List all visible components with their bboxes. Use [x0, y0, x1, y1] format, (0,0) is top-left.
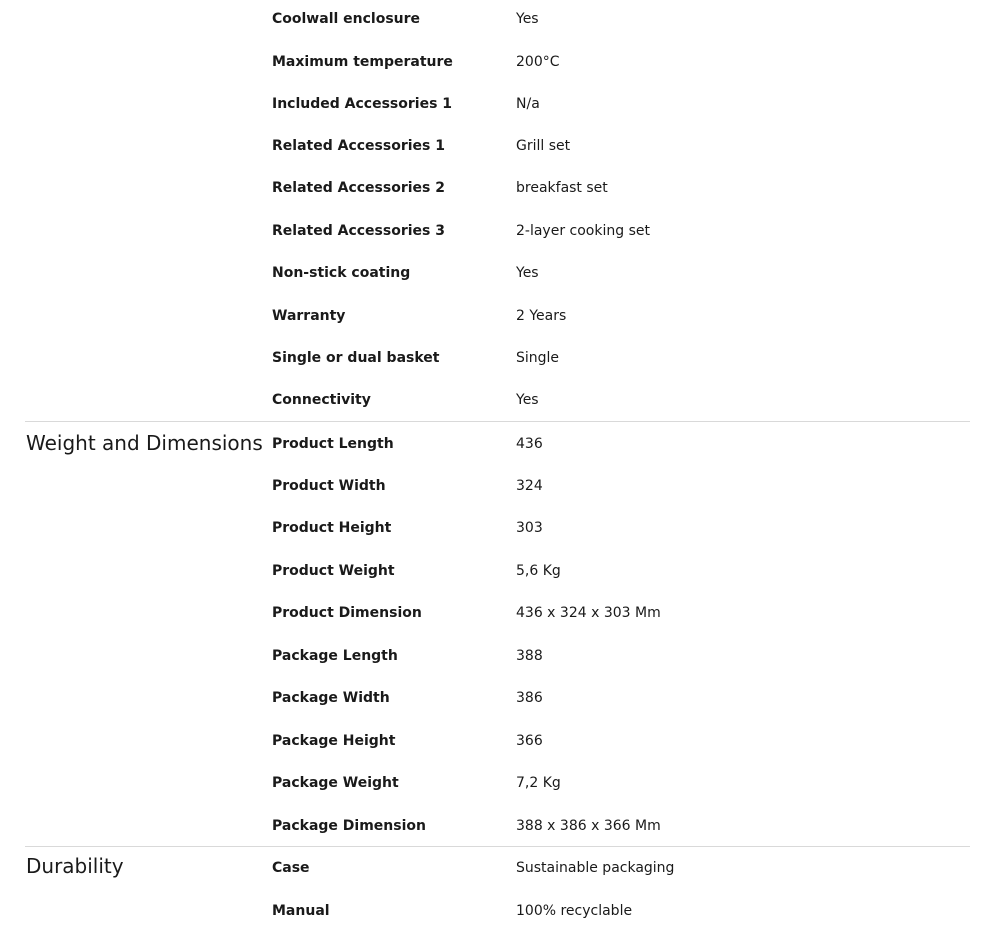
spec-row: [0, 339, 995, 381]
spec-row: [0, 127, 995, 169]
spec-label: Related Accessories 2: [272, 180, 445, 196]
spec-label: Related Accessories 3: [272, 223, 445, 239]
spec-value: 436 x 324 x 303 Mm: [516, 605, 661, 621]
spec-value: 324: [516, 478, 543, 494]
spec-row: [0, 717, 995, 759]
spec-row: [0, 633, 995, 675]
spec-value: Sustainable packaging: [516, 860, 675, 876]
spec-value: 200°C: [516, 54, 560, 70]
section-heading: Weight and Dimensions: [26, 431, 263, 455]
spec-label: Included Accessories 1: [272, 96, 453, 112]
spec-value: 436: [516, 436, 543, 452]
spec-label: Warranty: [272, 308, 346, 324]
spec-row: [0, 254, 995, 296]
spec-label: Package Height: [272, 733, 396, 749]
spec-label: Maximum temperature: [272, 54, 453, 70]
spec-value: breakfast set: [516, 180, 608, 196]
spec-value: 366: [516, 733, 543, 749]
spec-value: 5,6 Kg: [516, 563, 561, 579]
spec-row: [0, 888, 995, 930]
spec-value: N/a: [516, 96, 540, 112]
spec-value: Yes: [516, 265, 539, 281]
spec-row: [0, 506, 995, 548]
spec-value: 386: [516, 690, 543, 706]
spec-label: Coolwall enclosure: [272, 11, 421, 27]
section-heading: Durability: [26, 854, 124, 878]
spec-value: Grill set: [516, 138, 571, 154]
spec-label: Non-stick coating: [272, 265, 411, 281]
spec-label: Product Length: [272, 436, 394, 452]
spec-value: 388 x 386 x 366 Mm: [516, 818, 661, 834]
spec-label: Manual: [272, 903, 330, 919]
spec-label: Package Length: [272, 648, 398, 664]
spec-label: Case: [272, 860, 310, 876]
spec-row: [0, 42, 995, 84]
spec-label: Product Weight: [272, 563, 395, 579]
spec-value: Yes: [516, 392, 539, 408]
spec-value: 2-layer cooking set: [516, 223, 650, 239]
spec-value: Yes: [516, 11, 539, 27]
spec-value: 7,2 Kg: [516, 775, 561, 791]
spec-label: Single or dual basket: [272, 350, 440, 366]
spec-row: [0, 381, 995, 423]
spec-value: Single: [516, 350, 560, 366]
spec-value: 2 Years: [516, 308, 567, 324]
spec-label: Package Dimension: [272, 818, 426, 834]
spec-label: Product Dimension: [272, 605, 422, 621]
spec-row: [0, 85, 995, 127]
spec-label: Package Weight: [272, 775, 399, 791]
spec-row: [0, 675, 995, 717]
spec-label: Connectivity: [272, 392, 371, 408]
spec-label: Product Width: [272, 478, 386, 494]
spec-row: [0, 590, 995, 632]
spec-label: Related Accessories 1: [272, 138, 445, 154]
spec-row: [0, 296, 995, 338]
spec-label: Product Height: [272, 520, 392, 536]
spec-value: 303: [516, 520, 543, 536]
spec-row: [0, 760, 995, 802]
spec-value: 100% recyclable: [516, 903, 633, 919]
spec-row: [0, 169, 995, 211]
spec-label: Package Width: [272, 690, 390, 706]
spec-row: [0, 421, 995, 463]
spec-row: [0, 0, 995, 42]
spec-value: 388: [516, 648, 543, 664]
spec-row: [0, 802, 995, 844]
spec-row: [0, 463, 995, 505]
spec-row: [0, 212, 995, 254]
spec-row: [0, 846, 995, 888]
spec-row: [0, 548, 995, 590]
